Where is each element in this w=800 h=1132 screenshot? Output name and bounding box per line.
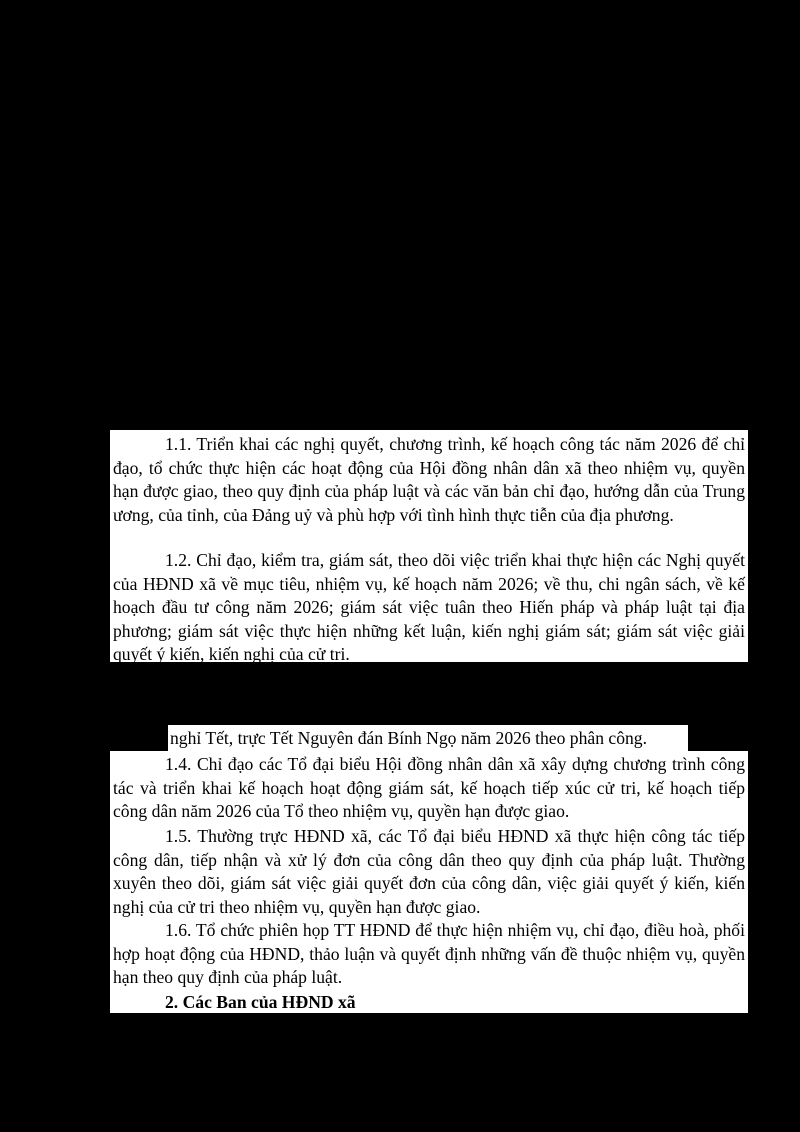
- paragraph-1-1: 1.1. Triển khai các nghị quyết, chương trình, kế hoạch công tác năm 2026 để chỉ đạo, tổ chức thực hiện các hoạt động của Hội đồng nhân dân xã theo nhiệm vụ, quyền hạn được giao, theo quy định của pháp luật và các văn bản chỉ đạo, hướng dẫn của Trung ương, của tỉnh, của Đảng uỷ và phù hợp với tình hình thực tiễn của địa phương.: [113, 434, 745, 525]
- paragraph-1-4: 1.4. Chỉ đạo các Tổ đại biểu Hội đồng nhân dân xã xây dựng chương trình công tác và triển khai kế hoạch hoạt động giám sát, kế hoạch tiếp xúc cử tri, kế hoạch tiếp công dân năm 2026 của Tổ theo nhiệm vụ, quyền hạn được giao.: [113, 754, 745, 821]
- tet-duty-line: nghỉ Tết, trực Tết Nguyên đán Bính Ngọ năm 2026 theo phân công.: [170, 728, 647, 748]
- paragraph-1-5: 1.5. Thường trực HĐND xã, các Tổ đại biểu HĐND xã thực hiện công tác tiếp công dân, tiếp nhận và xử lý đơn của công dân theo quy định của pháp luật. Thường xuyên theo dõi, giám sát việc giải quyết đơn của công dân, việc giải quyết ý kiến, kiến nghị của cử tri theo nhiệm vụ, quyền hạn được giao.: [113, 826, 745, 917]
- paragraph-1-2: 1.2. Chỉ đạo, kiểm tra, giám sát, theo dõi việc triển khai thực hiện các Nghị quyết của HĐND xã về mục tiêu, nhiệm vụ, kế hoạch năm 2026; về thu, chi ngân sách, về kế hoạch đầu tư công năm 2026; giám sát việc tuân theo Hiến pháp và pháp luật tại địa phương; giám sát việc thực hiện những kết luận, kiến nghị giám sát; giám sát việc giải quyết ý kiến, kiến nghị của cử tri.: [113, 550, 745, 664]
- text-block-bottom: [110, 751, 748, 1013]
- section-heading-2: 2. Các Ban của HĐND xã: [165, 992, 356, 1012]
- paragraph-1-6: 1.6. Tổ chức phiên họp TT HĐND để thực hiện nhiệm vụ, chỉ đạo, điều hoà, phối hợp hoạt động của HĐND, thảo luận và quyết định những vấn đề thuộc nhiệm vụ, quyền hạn theo quy định của pháp luật.: [113, 920, 745, 987]
- text-strip-tet: [168, 725, 688, 753]
- text-block-top: [110, 430, 748, 662]
